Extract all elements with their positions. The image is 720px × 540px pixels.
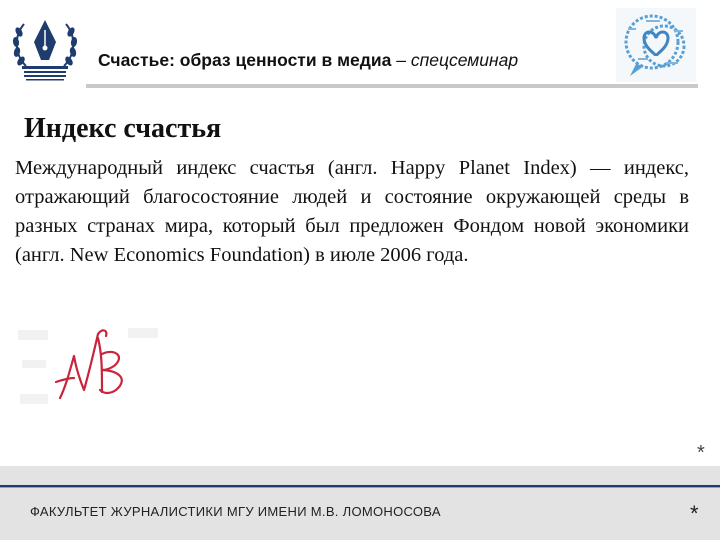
header-divider bbox=[86, 84, 698, 88]
footer-star-marker: * bbox=[690, 501, 699, 526]
header-title bbox=[98, 50, 518, 71]
footer-band bbox=[0, 466, 720, 540]
slide-heading: Индекс счастья bbox=[24, 113, 222, 144]
header-title-dash: – bbox=[396, 50, 406, 70]
faculty-logo bbox=[10, 14, 80, 86]
slide-body-text: Международный индекс счастья (англ. Happy Planet Index) — индекс, отражающий благосостояние людей и состояние окружающей среды в разных странах мира, который был предложен Фондом новой экономики (англ. New Economics Foundation) в июле 2006 года. bbox=[15, 157, 689, 266]
footer-text: ФАКУЛЬТЕТ ЖУРНАЛИСТИКИ МГУ ИМЕНИ М.В. ЛОМОНОСОВА bbox=[30, 504, 441, 519]
header-title-main: Счастье: образ ценности в медиа bbox=[98, 50, 392, 70]
speech-bubble-heart-icon bbox=[616, 8, 696, 82]
signature bbox=[16, 320, 166, 412]
handwritten-signature-icon bbox=[16, 320, 166, 412]
heart-word-cloud-icon bbox=[616, 8, 696, 82]
footer-stripe-light bbox=[0, 487, 720, 488]
pen-laurel-icon bbox=[10, 14, 80, 86]
slide-star-marker: * bbox=[697, 442, 705, 464]
header-title-subtitle: спецсеминар bbox=[410, 50, 519, 70]
